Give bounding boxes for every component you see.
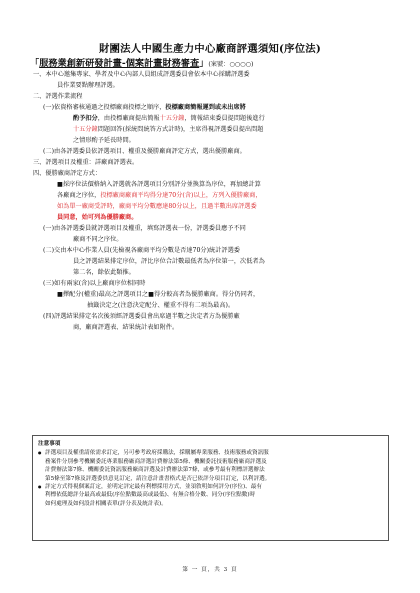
body-text-run: 第二名，餘依此類推。	[73, 269, 135, 276]
notes-title: 注意事項	[38, 441, 61, 447]
body-line	[33, 256, 383, 267]
body-line	[33, 157, 383, 168]
body-text-run: 如為單一廠商受評時，廠商平均分數應達80分以上，且過半數出席評選委	[57, 203, 257, 210]
subtitle-open-bracket: 「	[30, 58, 40, 69]
body-text-run: 商，廠商評選表、結果統計表如附件。	[73, 324, 179, 331]
body-text-run: 十五分鐘	[73, 126, 98, 133]
body-line	[33, 190, 383, 201]
body-text-run: 投標廠商廠商平均得分達70分(含)以上，方列入優勝廠商，	[100, 192, 262, 199]
notes-text: 利標依低總評分最高或最低(序位點數最高或最低)、有無合格分數、同分(序位點數)時	[45, 492, 256, 499]
body-line	[33, 223, 383, 234]
bullet-icon: ●	[38, 484, 42, 490]
body-text-run: (三)如有兩家(含)以上廠商序位相同時	[43, 280, 146, 287]
body-line	[33, 80, 383, 91]
body-text-run: 各廠商之序位，	[57, 192, 101, 199]
notes-text: 計費辦法第7條、機關委託資訊服務廠商評選及計費辦法第7條，或參考最有利標評選辦法	[45, 467, 265, 474]
notes-text: 如何處理及如何設計相關表單(評分表及統計表)。	[45, 500, 167, 507]
notes-text: 務案件分別參考機關委託專業服務廠商評選計費辦法第5條、機關委託技術服務廠商評選及	[45, 458, 267, 465]
body-text-run: 投標廠商簡報遲到或未出席將	[165, 104, 246, 111]
body-text-run: ■擇配分(權重)最高之評選項目之■得分較高者為優勝廠商。得分仍同者，	[57, 291, 260, 298]
body-text-run: (二)由各評選委員依評選項目、權重及優勝廠商評定方式，選出優勝廠商。	[43, 148, 246, 155]
notes-list	[38, 449, 383, 508]
body-line	[33, 135, 383, 146]
notes-line	[38, 475, 383, 483]
body-line	[33, 234, 383, 245]
document-body	[33, 69, 383, 333]
body-line	[33, 113, 383, 124]
body-line	[33, 212, 383, 223]
notes-line	[38, 491, 383, 499]
body-line	[33, 300, 383, 311]
body-text-run: 員同意，始可列為優勝廠商。	[57, 214, 138, 221]
body-line	[33, 289, 383, 300]
notes-text: 評選項目及權重請依需求訂定，另可參考政府採購法，採購屬專業服務、技術服務或資訊服	[45, 450, 269, 457]
body-text-run: 廠商不同之序位。	[73, 236, 123, 243]
notes-box	[32, 435, 389, 541]
body-line	[33, 168, 383, 179]
body-line	[33, 124, 383, 135]
body-line	[33, 146, 383, 157]
body-text-run: ，由投標廠商提出簡報	[97, 115, 160, 122]
notes-line	[38, 466, 383, 474]
notes-line	[38, 449, 383, 457]
case-number: (案號：○○○○)	[208, 61, 254, 68]
page-footer: 第 一 頁，共 3 頁	[182, 567, 238, 573]
bullet-icon: ●	[38, 450, 42, 456]
subtitle-close-bracket: 」	[199, 58, 209, 69]
body-line	[33, 267, 383, 278]
body-text-run: 員之評選結果排定序位，評比序位合計數最低者為序位第一，次低者為	[73, 258, 265, 265]
body-line	[33, 322, 383, 333]
notes-text: 第5條至第7條及評選委員意見訂定，請注意計畫書格式是否已依評分項目訂定，以利評選。	[45, 475, 271, 482]
subtitle-project-name: 服務業創新研發計畫-個案計畫財務審查	[39, 58, 200, 69]
body-text-run: (一)由各評選委員就評選項目及權重，填寫評選表一份，評選委員應予不同	[43, 225, 246, 232]
body-line	[33, 278, 383, 289]
body-line	[33, 245, 383, 256]
body-text-run: 四、優勝廠商評定方式：	[33, 170, 102, 177]
body-text-run: 問題回答(採統問統答方式計時)，主席得視評選委員提出問題	[97, 126, 264, 133]
body-line	[33, 201, 383, 212]
notes-line	[38, 458, 383, 466]
body-text-run: (二)交由本中心作業人員(先檢視各廠商平均分數是否達70分)統計評選委	[43, 247, 240, 254]
body-text-run: (四)評選結果排定名次後須經評選委員會出席過半數之決定者方為優勝廠	[43, 313, 240, 320]
body-line	[33, 179, 383, 190]
body-text-run: ，簡報結束委員提問題後進行	[184, 115, 265, 122]
body-text-run: 抽籤決定之(注意決定配分、權重不得有二項為最高)。	[87, 302, 235, 309]
body-text-run: (一)依資格審核通過之投標廠商投標之順序，	[43, 104, 166, 111]
body-text-run: 三、評選項目及權重：詳廠商評選表。	[33, 159, 139, 166]
body-text-run: ■採序位法價格納入評選就各評選項目分別評分並換算為序位，再加總計算	[57, 181, 261, 188]
notes-line	[38, 483, 383, 491]
body-text-run: 十五分鐘	[159, 115, 185, 122]
body-text-run: 二、評選作業流程	[33, 93, 83, 100]
body-text-run: 員作業要點辦理評選。	[57, 82, 119, 89]
document-title: 財團法人中國生產力中心廠商評選須知(序位法)	[98, 43, 322, 55]
body-line	[33, 102, 383, 113]
body-line	[33, 91, 383, 102]
document-subtitle	[30, 55, 253, 69]
body-line	[33, 69, 383, 80]
notes-line	[38, 500, 383, 508]
notes-text: 評定方式得視個案訂定，並明定評定最有利標採用方式，並須敘明如何評分(序位)、最有	[45, 484, 262, 491]
body-line	[33, 311, 383, 322]
body-text-run: 之情形酌予延長時間。	[73, 137, 135, 144]
body-text-run: 酌予扣分	[73, 115, 98, 122]
body-text-run: 一、本中心邀集專家、學者及中心內部人員組成評選委員會依本中心採購評選委	[33, 71, 250, 78]
